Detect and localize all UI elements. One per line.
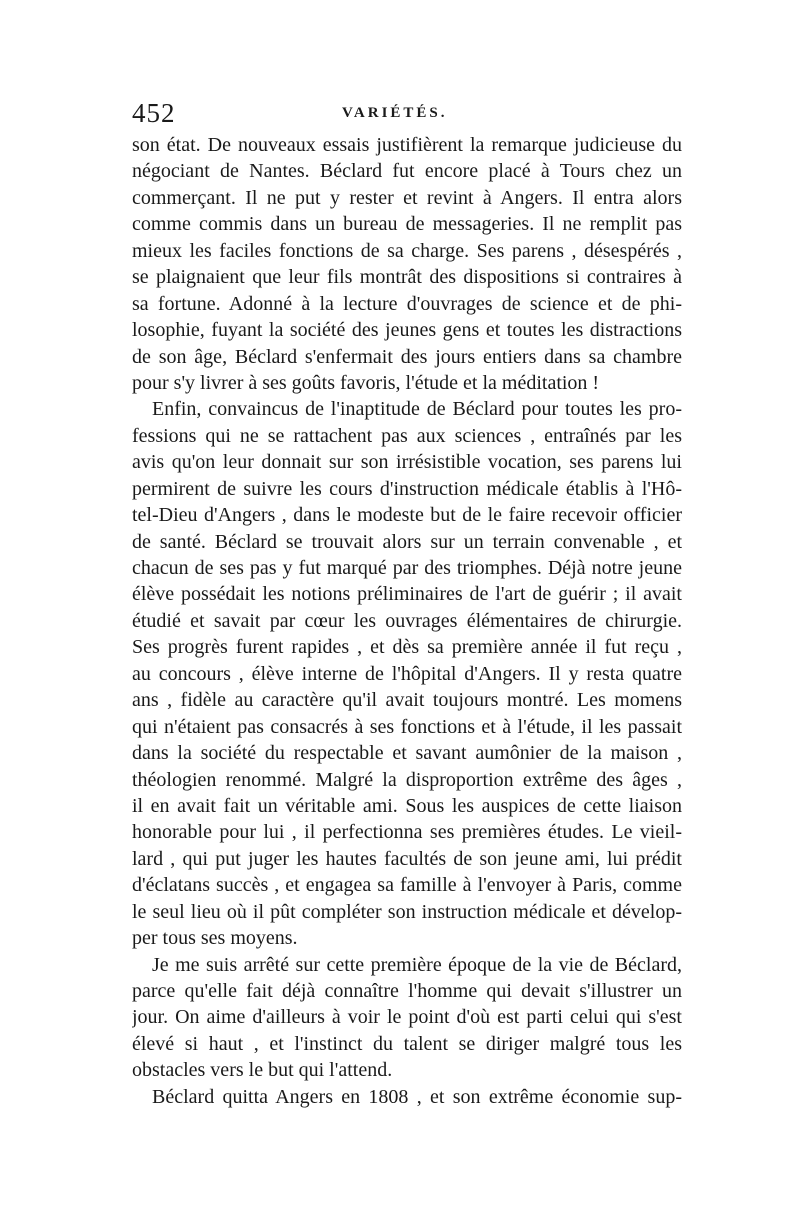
text-line: négociant de Nantes. Béclard fut encore placé à Tours chez un (132, 160, 682, 183)
text-line: fessions qui ne se rattachent pas aux sciences , entraînés par les (132, 424, 682, 447)
text-line: losophie, fuyant la société des jeunes gens et toutes les distractions (132, 319, 682, 342)
text-line: honorable pour lui , il perfectionna ses premières études. Le vieil- (132, 821, 682, 844)
page-number: 452 (132, 98, 176, 128)
text-line: parce qu'elle fait déjà connaître l'homme qui devait s'illustrer un (132, 980, 682, 1002)
text-line: jour. On aime d'ailleurs à voir le point d'où est parti celui qui s'est (132, 1006, 682, 1029)
text-line: comme commis dans un bureau de messageries. Il ne remplit pas (132, 213, 682, 236)
text-line: qui n'étaient pas consacrés à ses fonctions et à l'étude, il les passait (132, 715, 682, 738)
text-line: élève possédait les notions préliminaires de l'art de guérir ; il avait (132, 583, 682, 606)
text-line: obstacles vers le but qui l'attend. (132, 1059, 393, 1082)
text-line: pour s'y livrer à ses goûts favoris, l'étude et la méditation ! (132, 371, 600, 394)
text-line: de santé. Béclard se trouvait alors sur un terrain convenable , et (132, 530, 682, 553)
text-line: per tous ses moyens. (132, 927, 298, 950)
body-text (132, 132, 682, 1110)
text-line: Béclard quitta Angers en 1808 , et son extrême économie sup- (152, 1085, 682, 1108)
text-line: se plaignaient que leur fils montrât des dispositions si contraires à (132, 266, 682, 289)
text-line: chacun de ses pas y fut marqué par des triomphes. Déjà notre jeune (132, 557, 682, 579)
text-line: il en avait fait un véritable ami. Sous les auspices de cette liaison (132, 794, 682, 817)
text-line: au concours , élève interne de l'hôpital d'Angers. Il y resta quatre (132, 662, 682, 685)
text-line: d'éclatans succès , et engagea sa famille à l'envoyer à Paris, comme (132, 874, 682, 897)
text-line: lard , qui put juger les hautes facultés de son jeune ami, lui prédit (132, 847, 682, 870)
text-line: avis qu'on leur donnait sur son irrésistible vocation, ses parens lui (132, 451, 682, 474)
text-line: Ses progrès furent rapides , et dès sa première année il fut reçu , (132, 636, 682, 659)
text-line: de son âge, Béclard s'enfermait des jours entiers dans sa chambre (132, 345, 682, 368)
text-line: Enfin, convaincus de l'inaptitude de Béclard pour toutes les pro- (152, 398, 682, 421)
text-line: ans , fidèle au caractère qu'il avait toujours montré. Les momens (132, 689, 682, 712)
text-line: étudié et savait par cœur les ouvrages élémentaires de chirurgie. (132, 609, 682, 632)
text-line: le seul lieu où il pût compléter son instruction médicale et dévelop- (132, 900, 682, 923)
running-head (132, 98, 682, 130)
text-line: son état. De nouveaux essais justifièrent la remarque judicieuse du (132, 134, 682, 156)
text-line: Je me suis arrêté sur cette première époque de la vie de Béclard, (152, 953, 682, 976)
text-line: élevé si haut , et l'instinct du talent se diriger malgré tous les (132, 1032, 682, 1055)
text-line: sa fortune. Adonné à la lecture d'ouvrages de science et de phi- (132, 292, 682, 315)
text-line: permirent de suivre les cours d'instruction médicale établis à l'Hô- (132, 477, 682, 500)
text-line: dans la société du respectable et savant aumônier de la maison , (132, 742, 682, 765)
text-line: commerçant. Il ne put y rester et revint à Angers. Il entra alors (132, 186, 682, 209)
text-line: mieux les faciles fonctions de sa charge. Ses parens , désespérés , (132, 239, 682, 262)
text-line: théologien renommé. Malgré la disproportion extrême des âges , (132, 768, 682, 791)
running-title: VARIÉTÉS. (342, 105, 448, 121)
text-line: tel-Dieu d'Angers , dans le modeste but de le faire recevoir officier (132, 504, 682, 527)
